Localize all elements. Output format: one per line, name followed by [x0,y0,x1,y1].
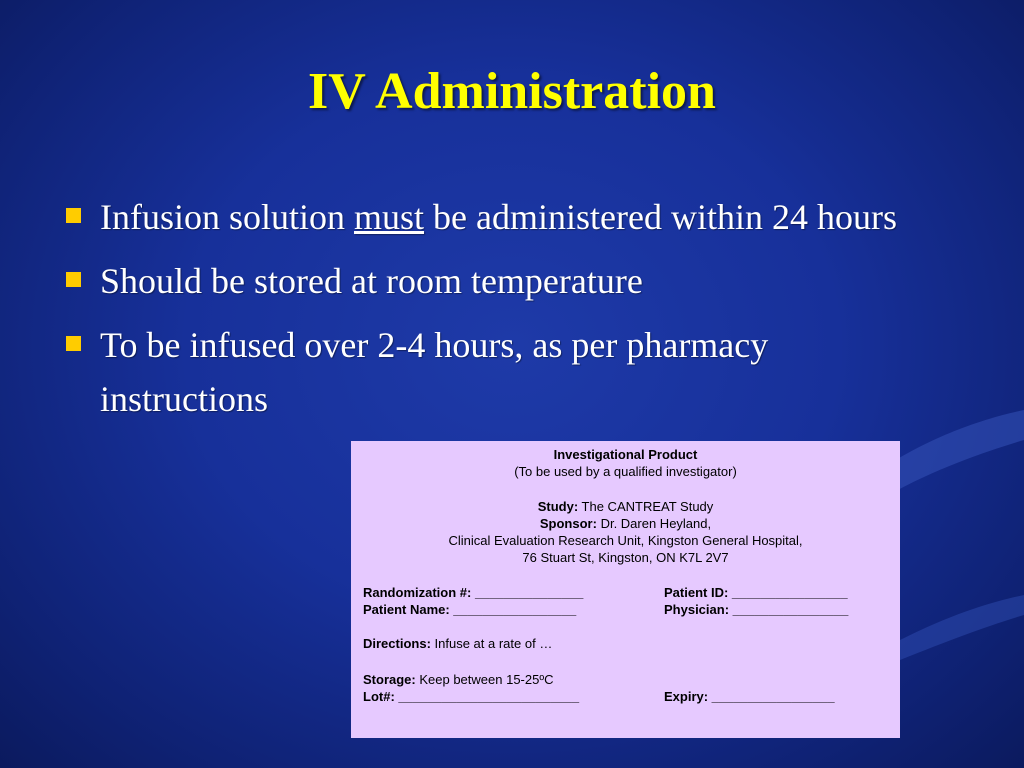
sponsor-address-line: 76 Stuart St, Kingston, ON K7L 2V7 [522,550,729,565]
study-value: The CANTREAT Study [581,499,714,514]
sponsor-key: Sponsor: [539,516,597,531]
emphasis-text: must [354,197,425,237]
sponsor-address-line: Clinical Evaluation Research Unit, Kingston General Hospital, [448,533,803,548]
sponsor-value: Dr. Daren Heyland, [600,516,712,531]
investigational-product-label [351,441,900,738]
square-bullet-icon [66,208,81,223]
expiry-field: Expiry: _________________ [664,689,835,704]
slide-title: IV Administration [308,63,716,120]
bullet-item [62,318,942,426]
sponsor-line [351,515,900,532]
storage-key: Storage: [363,672,416,687]
bullet-item [62,190,942,244]
bullet-item [62,254,942,308]
bullet-text: Should be stored at room temperature [100,261,643,301]
directions-line [363,635,552,652]
bullet-text: be administered within 24 hours [424,197,897,237]
study-line [351,498,900,515]
study-key: Study: [537,499,579,514]
patient-id-field: Patient ID: ________________ [664,585,848,600]
directions-key: Directions: [363,636,431,651]
label-subheading: (To be used by a qualified investigator) [514,464,737,479]
directions-value: Infuse at a rate of … [434,636,553,651]
storage-value: Keep between 15-25ºC [419,672,554,687]
label-heading: Investigational Product [553,447,698,462]
randomization-field: Randomization #: _______________ [363,585,584,600]
physician-field: Physician: ________________ [664,602,849,617]
bullet-text: Infusion solution [100,197,355,237]
storage-line [363,671,553,688]
bullet-text: To be infused over 2-4 hours, as per pharmacy instructions [100,325,769,419]
patient-name-field: Patient Name: _________________ [363,602,577,617]
square-bullet-icon [66,272,81,287]
bullet-list [62,190,942,436]
square-bullet-icon [66,336,81,351]
lot-field: Lot#: _________________________ [363,689,580,704]
